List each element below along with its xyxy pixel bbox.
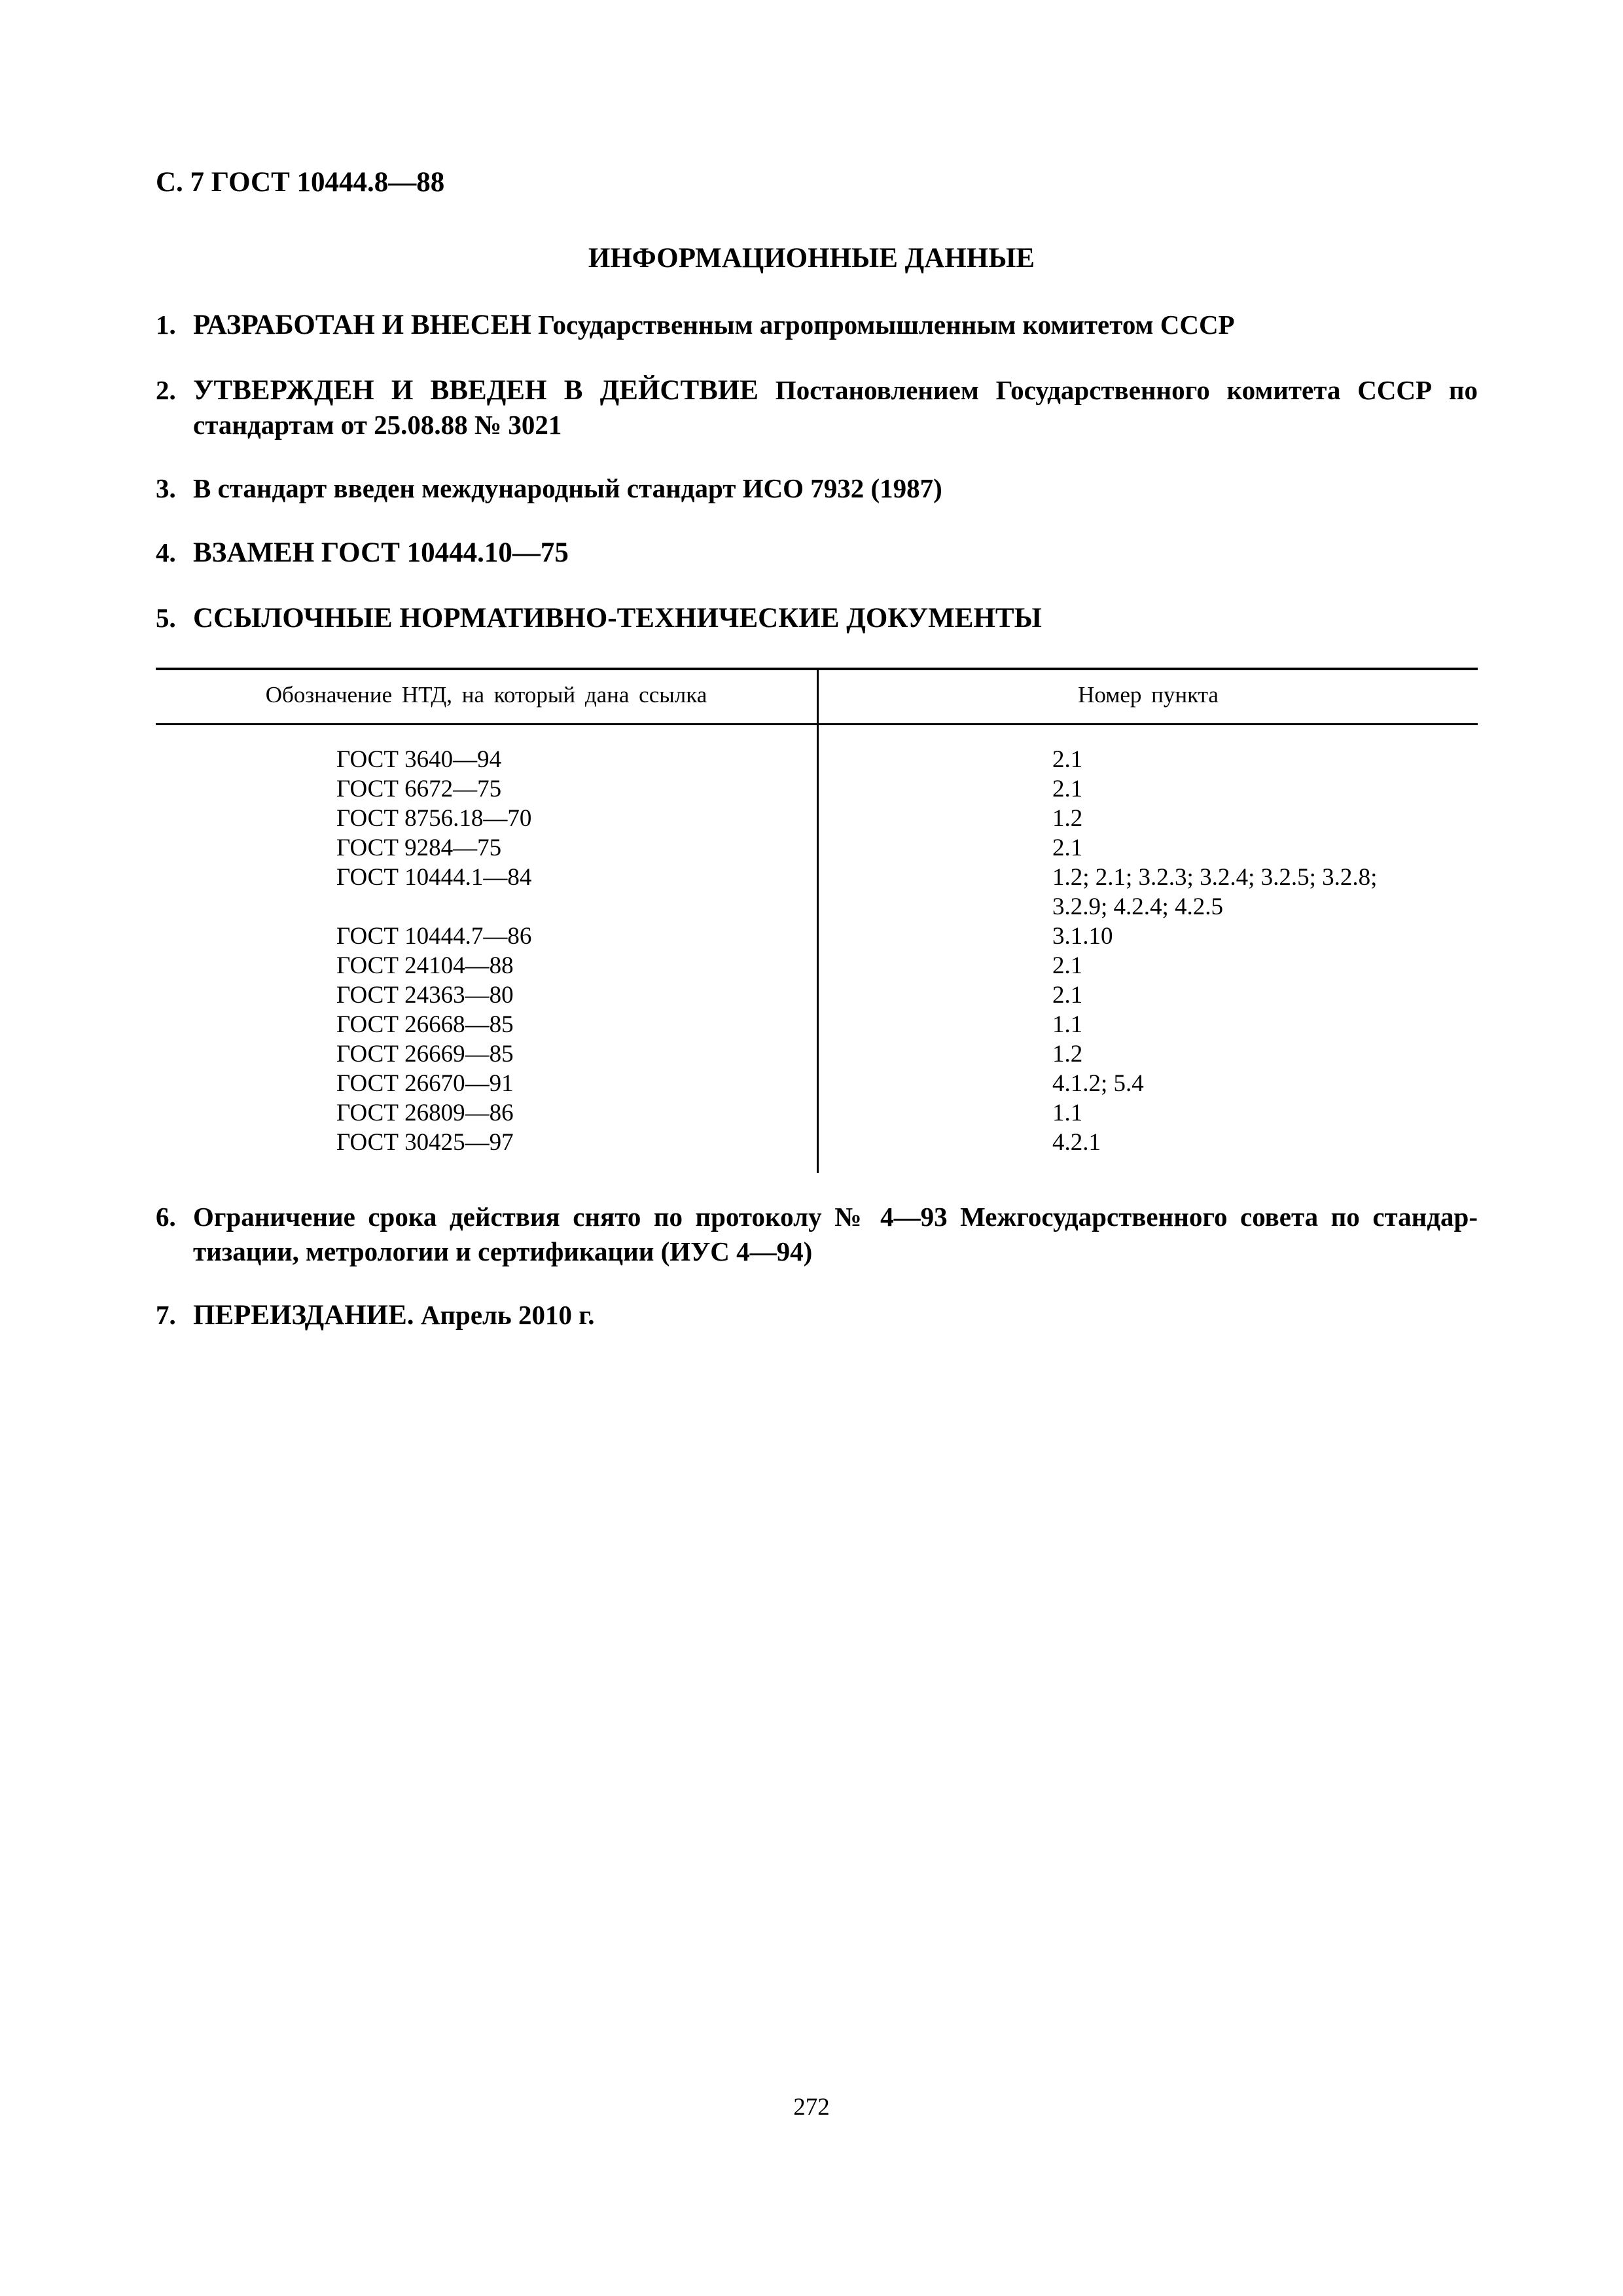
item-caps: ССЫЛОЧНЫЕ НОРМАТИВНО-ТЕХНИЧЕСКИЕ ДОКУМЕНТЫ bbox=[193, 603, 1042, 634]
table-row-document: ГОСТ 3640—94 bbox=[336, 746, 502, 773]
table-row-clause bbox=[1052, 833, 1377, 863]
item-number: 6. bbox=[156, 1202, 176, 1232]
item-number: 3. bbox=[156, 473, 176, 503]
table-row-document: ГОСТ 26809—86 bbox=[336, 1100, 514, 1126]
table-row-document: ГОСТ 24104—88 bbox=[336, 952, 514, 979]
table-row-clause bbox=[1052, 745, 1377, 774]
item-text: Ограничение срока действия снято по протоколу № 4—93 Межгосударственного совета по стандар-тизации, метрологии и сертификации (ИУС 4—94) bbox=[193, 1202, 1478, 1266]
clause-line: 4.2.1 bbox=[1052, 1129, 1101, 1156]
item-text: Апрель 2010 г. bbox=[414, 1300, 595, 1330]
page-number: 272 bbox=[793, 2094, 830, 2121]
item-text: В стандарт введен международный стандарт ИСО 7932 (1987) bbox=[193, 473, 942, 503]
table-row-clause bbox=[1052, 804, 1377, 833]
table-row-document: ГОСТ 26670—91 bbox=[336, 1070, 514, 1097]
item-text: Постановлением Государственного комитета СССР по стандартам от 25.08.88 № 3021 bbox=[193, 375, 1478, 440]
table-row-document: ГОСТ 26668—85 bbox=[336, 1011, 514, 1038]
clause-line: 2.1 bbox=[1052, 776, 1083, 802]
item-number: 5. bbox=[156, 603, 176, 633]
table-header-document: Обозначение НТД, на который дана ссылка bbox=[265, 682, 707, 708]
table-row-clause bbox=[1052, 922, 1377, 951]
clause-line: 1.2; 2.1; 3.2.3; 3.2.4; 3.2.5; 3.2.8; bbox=[1052, 864, 1378, 891]
section-title: ИНФОРМАЦИОННЫЕ ДАННЫЕ bbox=[588, 243, 1035, 274]
table-row-document: ГОСТ 10444.7—86 bbox=[336, 923, 532, 950]
item-number: 1. bbox=[156, 310, 176, 340]
table-row-document: ГОСТ 24363—80 bbox=[336, 982, 514, 1009]
clause-line: 1.1 bbox=[1052, 1011, 1083, 1038]
clause-line: 1.2 bbox=[1052, 1041, 1083, 1067]
table-row-clause bbox=[1052, 863, 1377, 922]
clause-line: 2.1 bbox=[1052, 982, 1083, 1009]
item-text: Государственным агропромышленным комитетом СССР bbox=[531, 310, 1235, 340]
clause-line: 2.1 bbox=[1052, 952, 1083, 979]
info-item-2 bbox=[156, 373, 1478, 442]
table-row-clause bbox=[1052, 980, 1377, 1010]
table-row-document: ГОСТ 8756.18—70 bbox=[336, 805, 532, 832]
info-item-7 bbox=[156, 1298, 1478, 1333]
table-row-clause bbox=[1052, 1128, 1377, 1157]
item-caps: ПЕРЕИЗДАНИЕ. bbox=[193, 1300, 414, 1331]
info-item-1 bbox=[156, 308, 1478, 342]
info-item-6 bbox=[156, 1200, 1478, 1268]
table-row-document: ГОСТ 26669—85 bbox=[336, 1041, 514, 1067]
document-column bbox=[336, 745, 531, 1157]
table-row-document: ГОСТ 10444.1—84 bbox=[336, 864, 532, 891]
clause-line: 3.1.10 bbox=[1052, 923, 1113, 950]
table-row-clause bbox=[1052, 774, 1377, 804]
clause-line: 1.1 bbox=[1052, 1100, 1083, 1126]
reference-table bbox=[156, 668, 1478, 1173]
table-row-clause bbox=[1052, 1010, 1377, 1039]
table-row-clause bbox=[1052, 1069, 1377, 1098]
table-row-document: ГОСТ 9284—75 bbox=[336, 834, 502, 861]
table-header-clause: Номер пункта bbox=[1078, 682, 1219, 708]
item-number: 2. bbox=[156, 375, 176, 405]
info-item-5 bbox=[156, 601, 1478, 636]
item-number: 4. bbox=[156, 537, 176, 567]
page-header: С. 7 ГОСТ 10444.8—88 bbox=[156, 167, 445, 198]
clause-line: 3.2.9; 4.2.4; 4.2.5 bbox=[1052, 893, 1224, 920]
table-row-document: ГОСТ 30425—97 bbox=[336, 1129, 514, 1156]
info-item-3 bbox=[156, 471, 1478, 506]
info-item-4 bbox=[156, 535, 1478, 570]
table-column-divider bbox=[817, 668, 819, 1173]
item-caps: РАЗРАБОТАН И ВНЕСЕН bbox=[193, 310, 531, 340]
item-caps: ВЗАМЕН ГОСТ 10444.10—75 bbox=[193, 537, 569, 568]
clause-line: 4.1.2; 5.4 bbox=[1052, 1070, 1144, 1097]
clause-line: 2.1 bbox=[1052, 834, 1083, 861]
item-number: 7. bbox=[156, 1300, 176, 1330]
item-caps: УТВЕРЖДЕН И ВВЕДЕН В ДЕЙСТВИЕ bbox=[193, 375, 758, 406]
table-row-clause bbox=[1052, 1098, 1377, 1128]
table-row-clause bbox=[1052, 951, 1377, 980]
table-row-document: ГОСТ 6672—75 bbox=[336, 776, 502, 802]
clause-column bbox=[1052, 745, 1377, 1157]
clause-line: 2.1 bbox=[1052, 746, 1083, 773]
table-row-clause bbox=[1052, 1039, 1377, 1069]
clause-line: 1.2 bbox=[1052, 805, 1083, 832]
